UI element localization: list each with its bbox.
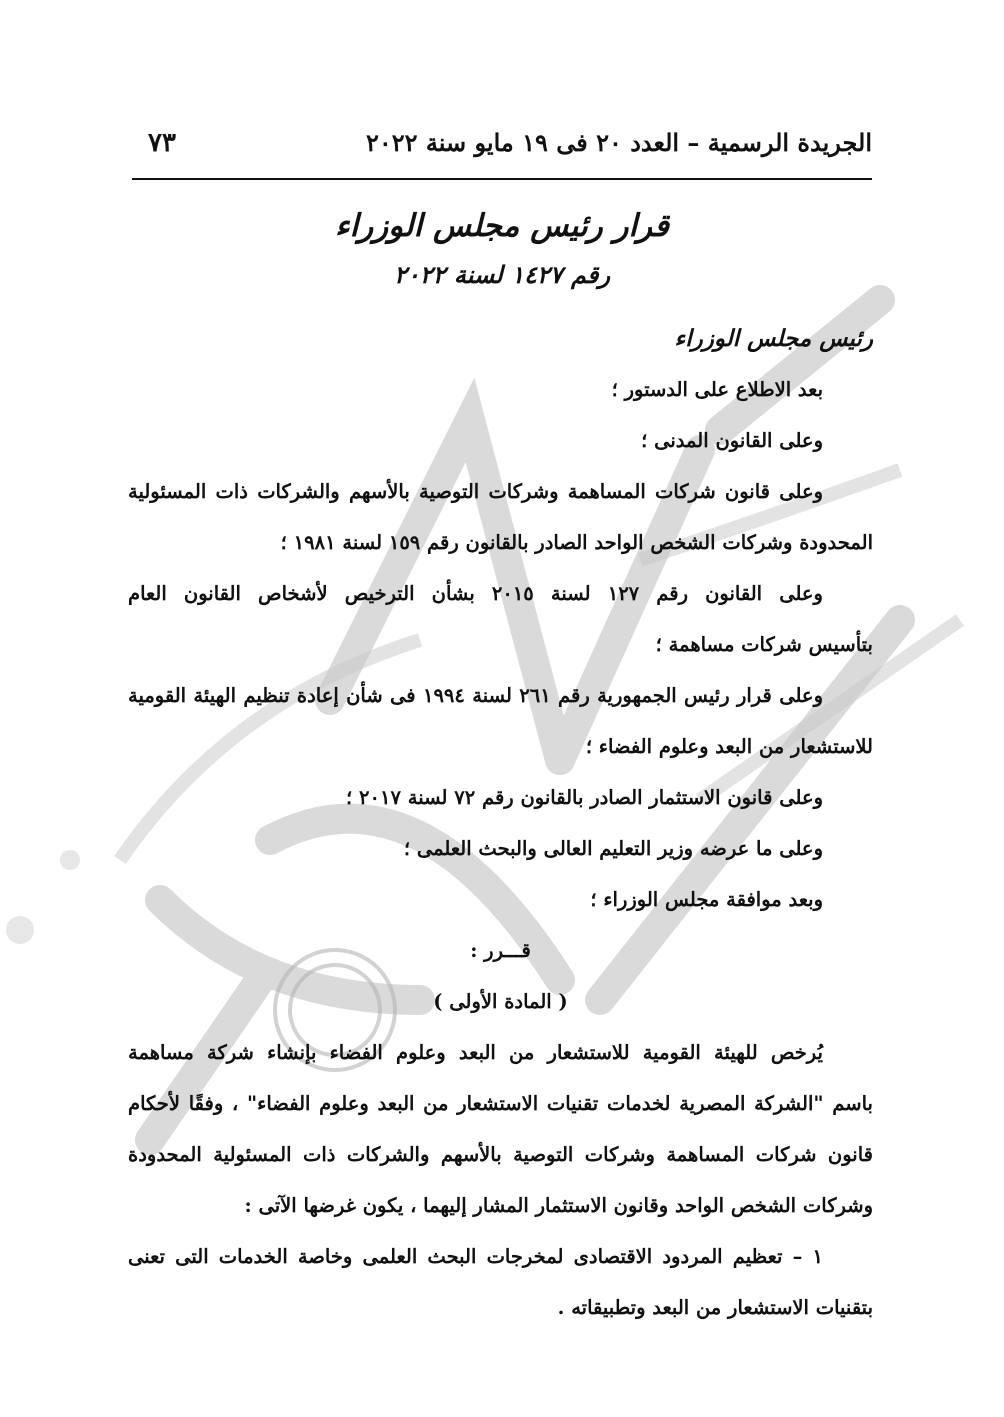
article-line: باسم "الشركة المصرية لخدمات تقنيات الاستشعار من البعد وعلوم الفضاء" ، وفقًا لأحكام (128, 1092, 873, 1115)
article-line: بتقنيات الاستشعار من البعد وتطبيقاته . (557, 1296, 873, 1319)
preamble-line: وعلى قانون الاستثمار الصادر بالقانون رقم ٧٢ لسنة ٢٠١٧ ؛ (346, 786, 823, 809)
preamble-line: وعلى القانون المدنى ؛ (641, 429, 823, 452)
article-heading: ( المادة الأولى ) (433, 990, 568, 1013)
preamble-line: وعلى ما عرضه وزير التعليم العالى والبحث العلمى ؛ (403, 837, 823, 860)
preamble-line: وعلى قانون شركات المساهمة وشركات التوصية بالأسهم والشركات ذات المسئولية (128, 480, 823, 503)
article-line: يُرخص للهيئة القومية للاستشعار من البعد وعلوم الفضاء بإنشاء شركة مساهمة (128, 1041, 823, 1064)
article-line: ١ – تعظيم المردود الاقتصادى لمخرجات البحث العلمى وخاصة الخدمات التى تعنى (128, 1245, 823, 1268)
article-line: قانون شركات المساهمة وشركات التوصية بالأسهم والشركات ذات المسئولية المحدودة (128, 1143, 873, 1166)
addressee-heading: رئيس مجلس الوزراء (674, 325, 873, 352)
preamble-line: بتأسيس شركات مساهمة ؛ (655, 633, 873, 656)
decree-number: رقم ١٤٢٧ لسنة ٢٠٢٢ (393, 260, 611, 289)
preamble-line: وعلى القانون رقم ١٢٧ لسنة ٢٠١٥ بشأن الترخيص لأشخاص القانون العام (128, 582, 823, 605)
preamble-line: وبعد موافقة مجلس الوزراء ؛ (590, 888, 823, 911)
preamble-line: وعلى قرار رئيس الجمهورية رقم ٢٦١ لسنة ١٩٩٤ فى شأن إعادة تنظيم الهيئة القومية (128, 684, 823, 707)
decree-body (128, 313, 873, 1333)
page-header (132, 128, 872, 180)
page-number: ٧٣ (148, 128, 176, 158)
preamble-line: المحدودة وشركات الشخص الواحد الصادر بالقانون رقم ١٥٩ لسنة ١٩٨١ ؛ (280, 531, 873, 554)
preamble-line: بعد الاطلاع على الدستور ؛ (611, 378, 823, 401)
decree-title: قرار رئيس مجلس الوزراء (335, 208, 669, 244)
gazette-title: الجريدة الرسمية – العدد ٢٠ فى ١٩ مايو سنة ٢٠٢٢ (366, 128, 872, 157)
preamble-line: للاستشعار من البعد وعلوم الفضاء ؛ (585, 735, 873, 758)
article-line: وشركات الشخص الواحد وقانون الاستثمار المشار إليهما ، يكون غرضها الآتى : (244, 1194, 873, 1217)
decision-heading: قـــرر : (470, 939, 531, 962)
